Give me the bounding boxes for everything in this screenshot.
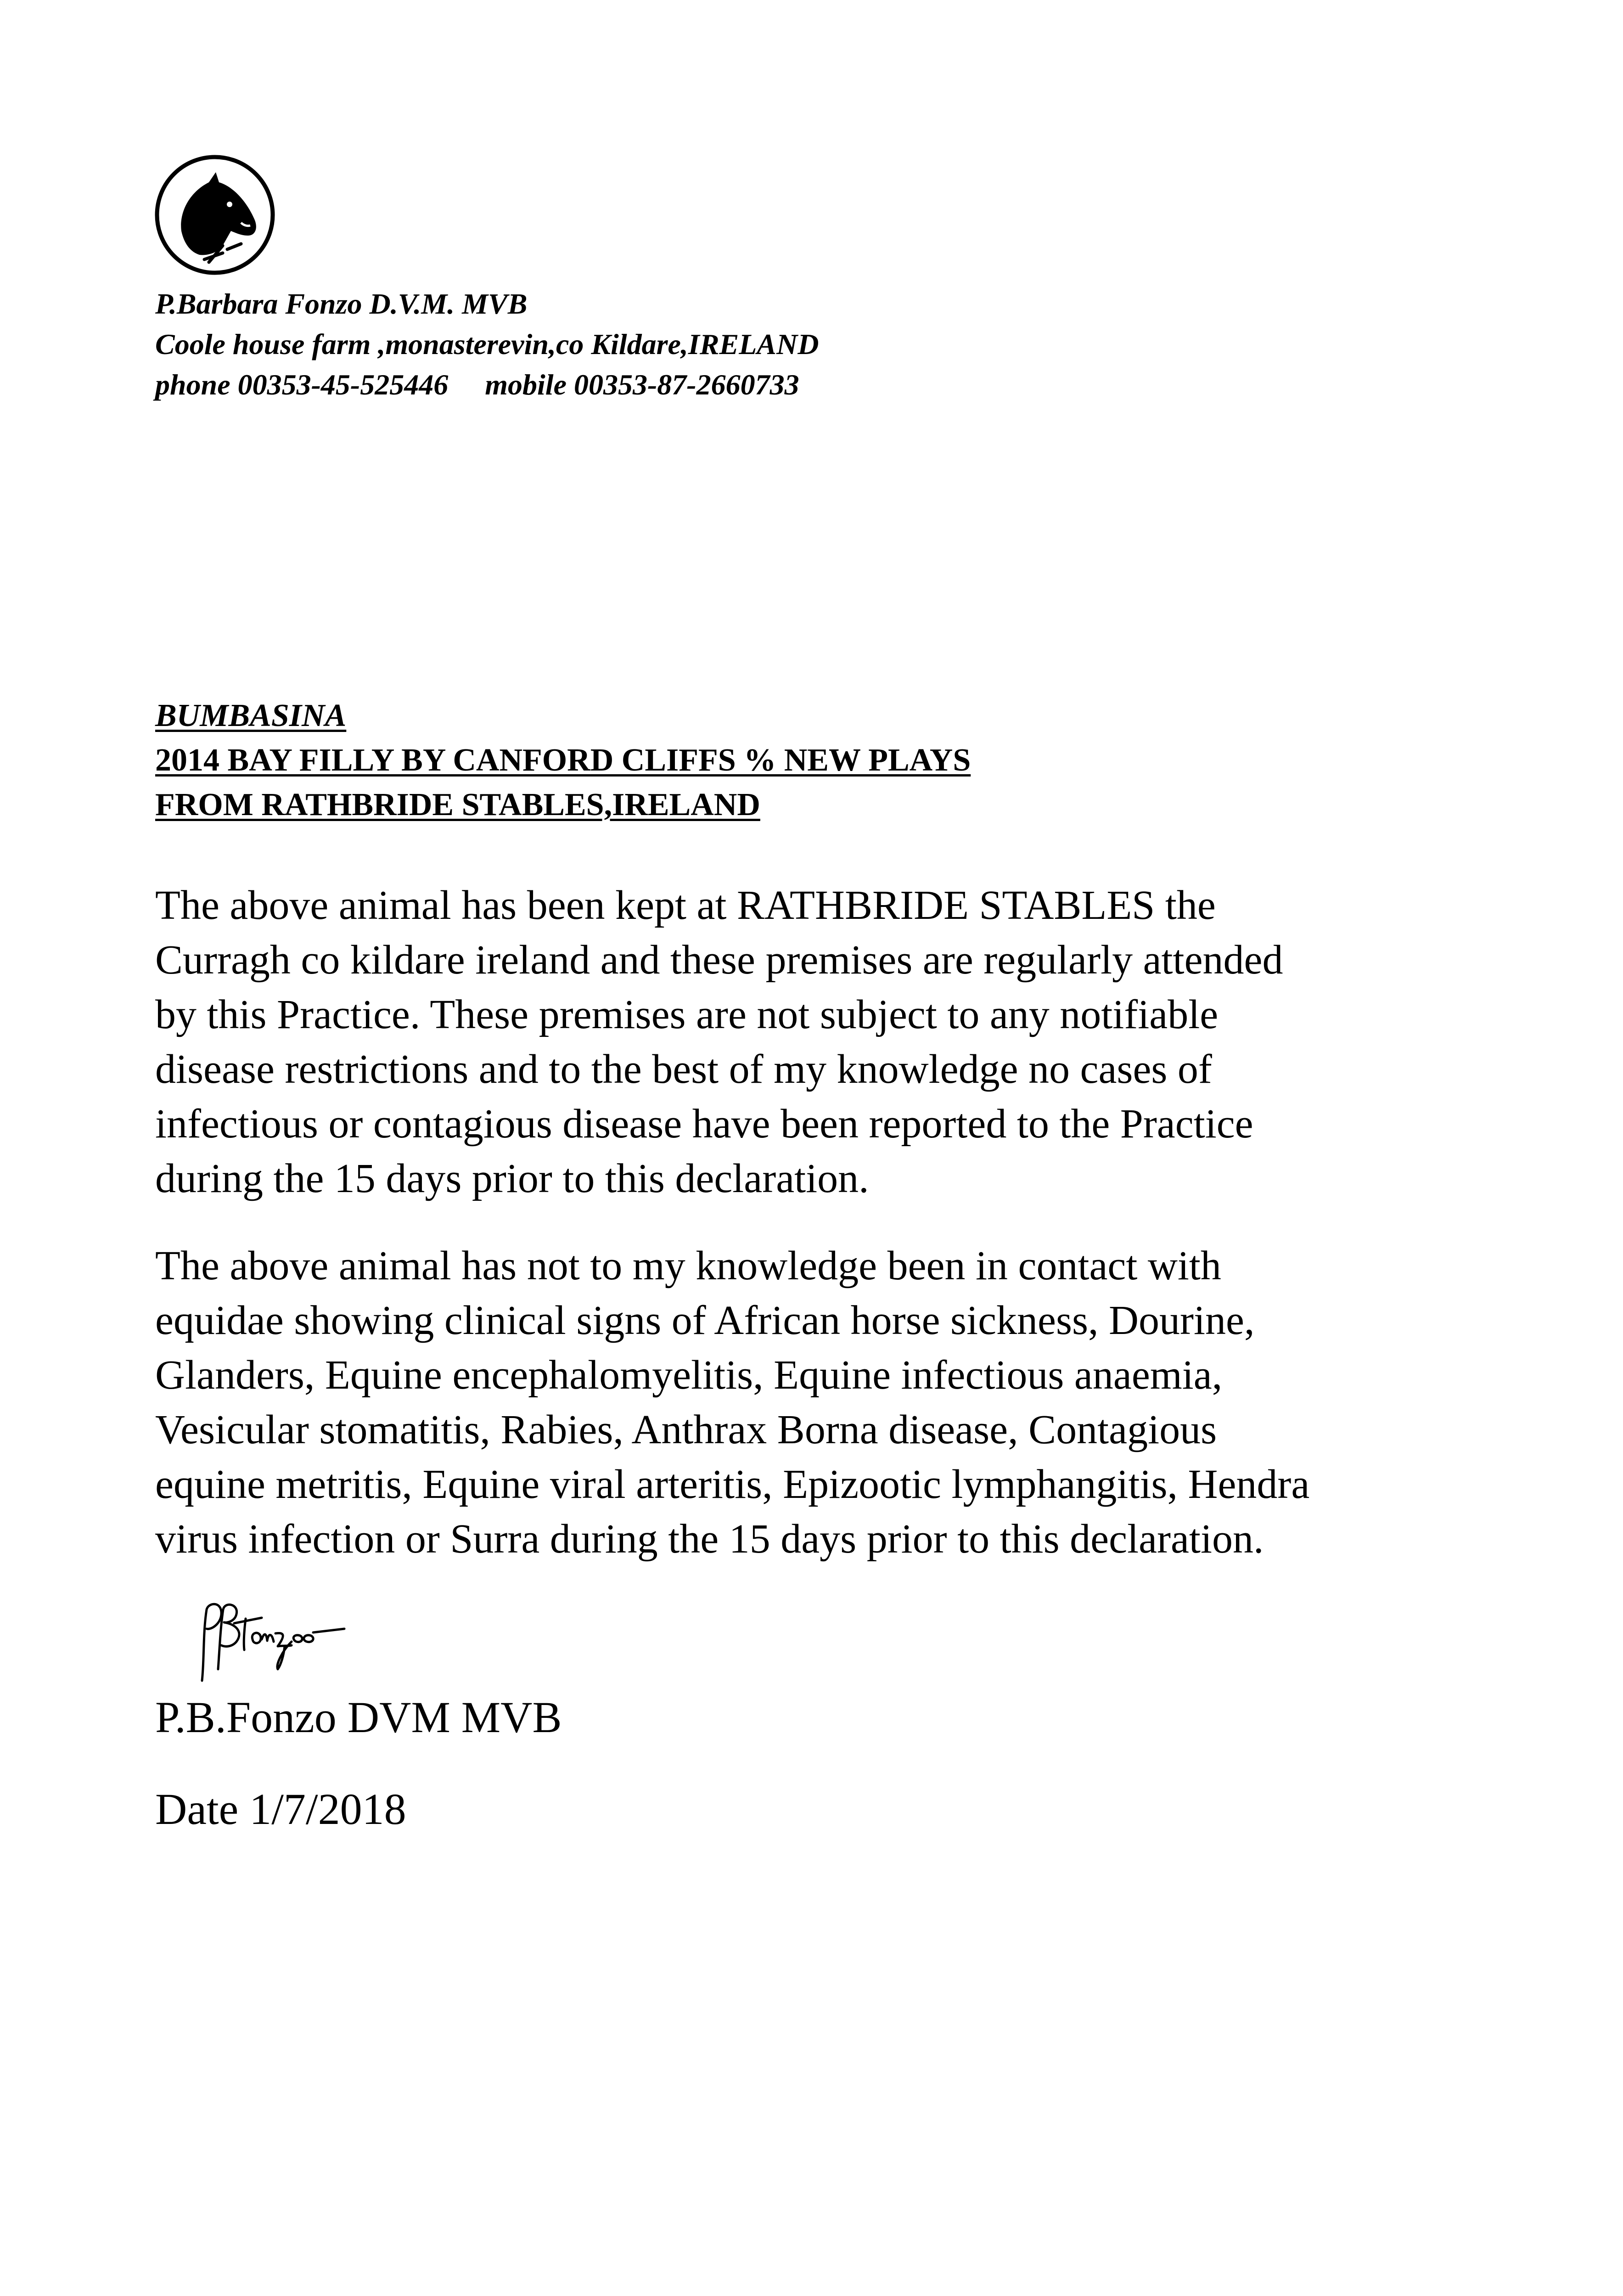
horse-origin: FROM RATHBRIDE STABLES,IRELAND [155, 787, 760, 822]
subject-block [155, 693, 1487, 827]
paragraph-line: by this Practice. These premises are not subject to any notifiable [155, 992, 1219, 1037]
horse-name: BUMBASINA [155, 698, 347, 733]
letterhead [155, 284, 1257, 405]
paragraph-line: Vesicular stomatitis, Rabies, Anthrax Borna disease, Contagious [155, 1407, 1217, 1452]
vet-name: P.Barbara Fonzo D.V.M. MVB [155, 287, 528, 320]
paragraph-line: Glanders, Equine encephalomyelitis, Equine infectious anaemia, [155, 1352, 1223, 1398]
paragraph-line: Curragh co kildare ireland and these premises are regularly attended [155, 937, 1283, 983]
horse-head-logo-icon [154, 154, 276, 276]
declaration-paragraph-2 [155, 1238, 1505, 1566]
paragraph-line: disease restrictions and to the best of my knowledge no cases of [155, 1047, 1212, 1092]
handwritten-signature [193, 1596, 367, 1688]
declaration-date: Date 1/7/2018 [155, 1784, 406, 1834]
paragraph-line: infectious or contagious disease have been reported to the Practice [155, 1101, 1253, 1147]
vet-address: Coole house farm ,monasterevin,co Kildare,IRELAND [155, 328, 819, 360]
paragraph-line: during the 15 days prior to this declaration. [155, 1156, 869, 1201]
paragraph-line: The above animal has been kept at RATHBRIDE STABLES the [155, 883, 1216, 928]
vet-contact: phone 00353-45-525446 mobile 00353-87-2660733 [155, 368, 799, 401]
paragraph-line: equidae showing clinical signs of African horse sickness, Dourine, [155, 1298, 1255, 1343]
declaration-paragraph-1 [155, 878, 1505, 1206]
signer-name: P.B.Fonzo DVM MVB [155, 1693, 562, 1742]
paragraph-line: equine metritis, Equine viral arteritis, Epizootic lymphangitis, Hendra [155, 1462, 1310, 1507]
paragraph-line: The above animal has not to my knowledge been in contact with [155, 1243, 1221, 1289]
paragraph-line: virus infection or Surra during the 15 days prior to this declaration. [155, 1516, 1264, 1562]
horse-description: 2014 BAY FILLY BY CANFORD CLIFFS % NEW PLAYS [155, 743, 971, 778]
